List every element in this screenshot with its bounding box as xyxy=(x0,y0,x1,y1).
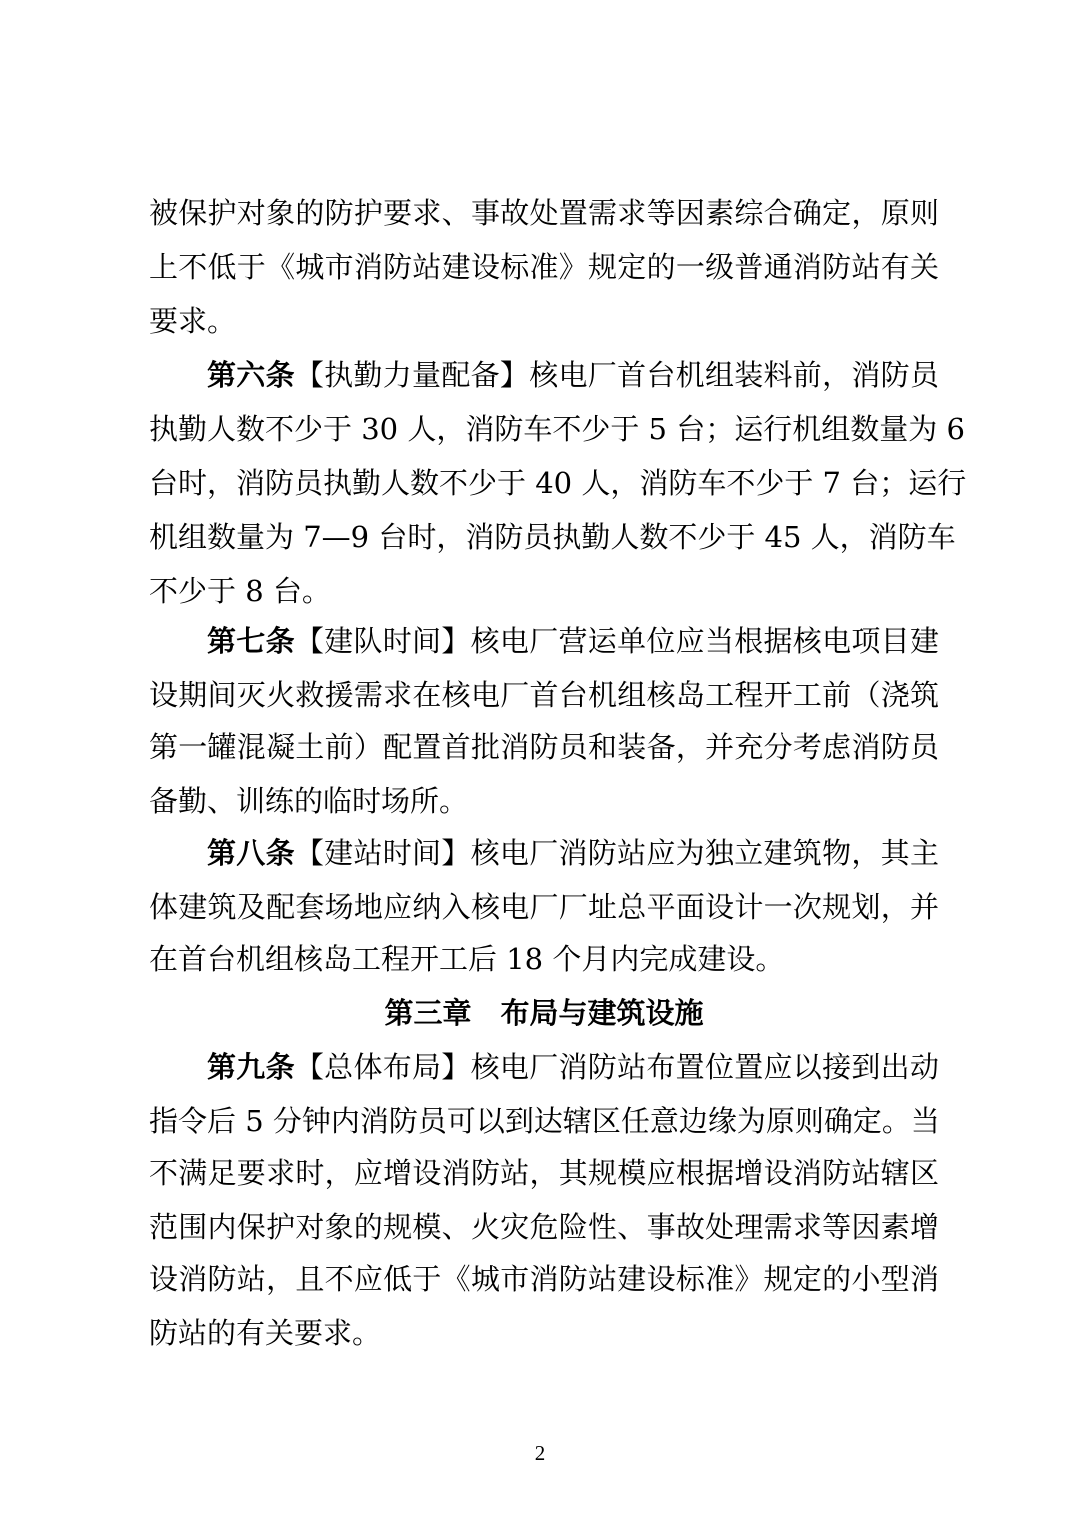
text-line: 上不低于《城市消防站建设标准》规定的一级普通消防站有关 xyxy=(149,250,939,284)
article-7-title: 第七条 xyxy=(207,624,295,658)
page-number: 2 xyxy=(534,1441,546,1465)
article-8-text: 【建站时间】核电厂消防站应为独立建筑物，其主 xyxy=(294,836,939,870)
text-line: 第一罐混凝土前）配置首批消防员和装备，并充分考虑消防员 xyxy=(149,730,939,764)
article-7-first-line xyxy=(207,614,939,668)
article-9-title: 第九条 xyxy=(207,1050,295,1084)
text-line: 要求。 xyxy=(149,304,237,338)
article-6-first-line xyxy=(207,348,939,402)
text-line: 机组数量为 7—9 台时，消防员执勤人数不少于 45 人，消防车 xyxy=(149,520,956,554)
text-line: 体建筑及配套场地应纳入核电厂厂址总平面设计一次规划，并 xyxy=(149,890,939,924)
article-7-text: 【建队时间】核电厂营运单位应当根据核电项目建 xyxy=(294,624,939,658)
text-line: 不满足要求时，应增设消防站，其规模应根据增设消防站辖区 xyxy=(149,1156,939,1190)
text-line: 不少于 8 台。 xyxy=(149,574,331,608)
text-line: 防站的有关要求。 xyxy=(149,1316,382,1350)
text-line: 范围内保护对象的规模、火灾危险性、事故处理需求等因素增 xyxy=(149,1210,939,1244)
article-8-title: 第八条 xyxy=(207,836,295,870)
article-8-first-line xyxy=(207,826,939,880)
text-line: 台时，消防员执勤人数不少于 40 人，消防车不少于 7 台；运行 xyxy=(149,466,967,500)
text-line: 指令后 5 分钟内消防员可以到达辖区任意边缘为原则确定。当 xyxy=(149,1104,940,1138)
article-9-first-line xyxy=(207,1040,939,1094)
chapter-heading: 第三章 布局与建筑设施 xyxy=(384,996,704,1030)
article-6-title: 第六条 xyxy=(207,358,295,392)
text-line: 在首台机组核岛工程开工后 18 个月内完成建设。 xyxy=(149,942,785,976)
text-line: 被保护对象的防护要求、事故处置需求等因素综合确定，原则 xyxy=(149,196,939,230)
text-line: 设消防站，且不应低于《城市消防站建设标准》规定的小型消 xyxy=(149,1262,939,1296)
article-6-text: 【执勤力量配备】核电厂首台机组装料前，消防员 xyxy=(294,358,939,392)
text-line: 设期间灭火救援需求在核电厂首台机组核岛工程开工前（浇筑 xyxy=(149,678,939,712)
article-9-text: 【总体布局】核电厂消防站布置位置应以接到出动 xyxy=(294,1050,939,1084)
text-line: 备勤、训练的临时场所。 xyxy=(149,784,469,818)
text-line: 执勤人数不少于 30 人，消防车不少于 5 台；运行机组数量为 6 xyxy=(149,412,965,446)
